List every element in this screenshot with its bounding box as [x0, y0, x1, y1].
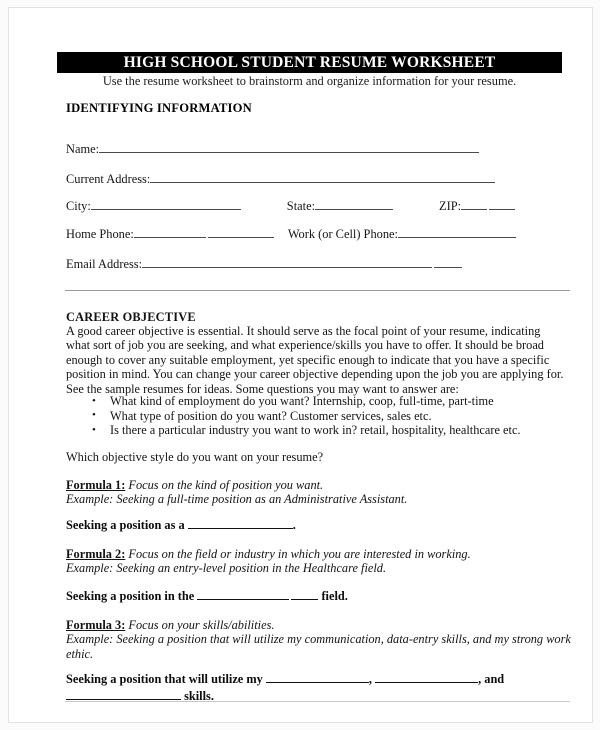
- label-state: State:: [286, 199, 316, 213]
- formula-1-block: [66, 478, 571, 507]
- input-rule-city[interactable]: [91, 198, 241, 210]
- formula-3-description: Focus on your skills/abilities.: [128, 618, 275, 632]
- formula-2-blank-a[interactable]: [197, 588, 289, 600]
- page-bottom-rule: [65, 701, 570, 702]
- formula-3-fill-suffix: skills.: [181, 688, 214, 703]
- label-zip: ZIP:: [439, 199, 462, 213]
- list-item: • What kind of employment do you want? Internship, coop, full-time, part-time: [66, 394, 566, 409]
- formula-2-block: [66, 547, 571, 576]
- form-row-name: [66, 141, 479, 157]
- formula-3-block: [66, 618, 571, 661]
- form-row-city-state-zip: [66, 198, 515, 214]
- formula-3-example: Example: Seeking a position that will utilize my communication, data-entry skills, and my strong work ethic.: [66, 632, 571, 661]
- input-rule-zip-a[interactable]: [461, 198, 487, 210]
- section-heading-identifying-information: IDENTIFYING INFORMATION: [66, 101, 252, 115]
- formula-3-fill-conjunction: , and: [478, 672, 505, 686]
- input-rule-home-phone-b[interactable]: [208, 226, 274, 238]
- formula-1-example: Example: Seeking a full-time position as an Administrative Assistant.: [66, 492, 408, 507]
- formula-2-fill-prefix: Seeking a position in the: [66, 589, 198, 603]
- input-rule-home-phone-a[interactable]: [134, 226, 206, 238]
- label-name: Name:: [66, 142, 100, 156]
- formula-1-blank[interactable]: [188, 517, 293, 529]
- formula-3-label: Formula 3:: [66, 618, 126, 632]
- formula-2-fill-suffix: field.: [318, 589, 348, 603]
- list-item: • What type of position do you want? Customer services, sales etc.: [66, 409, 566, 424]
- formula-3-blank-c[interactable]: [66, 688, 181, 700]
- formula-2-fill-line: [66, 588, 571, 605]
- formula-3-fill-prefix: Seeking a position that will utilize my: [66, 672, 266, 686]
- formula-2-example: Example: Seeking an entry-level position in the Healthcare field.: [66, 561, 387, 576]
- label-email-address: Email Address:: [66, 257, 143, 271]
- formula-1-description: Focus on the kind of position you want.: [128, 478, 324, 492]
- form-row-email-address: [66, 256, 462, 272]
- form-row-phones: [66, 226, 516, 242]
- input-rule-name[interactable]: [99, 141, 479, 153]
- section-divider: [65, 290, 570, 291]
- label-current-address: Current Address:: [66, 172, 151, 186]
- input-rule-zip-b[interactable]: [489, 198, 515, 210]
- input-rule-email-a[interactable]: [142, 256, 432, 268]
- input-rule-state[interactable]: [315, 198, 393, 210]
- form-row-current-address: [66, 171, 495, 187]
- label-home-phone: Home Phone:: [66, 227, 134, 241]
- formula-1-fill-suffix: .: [292, 518, 296, 532]
- objective-style-question: Which objective style do you want on your resume?: [66, 450, 324, 464]
- document-page: [8, 7, 593, 723]
- formula-3-fill-middle: ,: [368, 672, 376, 686]
- formula-1-fill-prefix: Seeking a position as a: [66, 518, 188, 532]
- section-heading-career-objective: CAREER OBJECTIVE: [66, 310, 196, 324]
- career-objective-question-list: [66, 394, 566, 438]
- document-subtitle: Use the resume worksheet to brainstorm and organize information for your resume.: [102, 74, 517, 88]
- input-rule-current-address[interactable]: [150, 171, 495, 183]
- label-city: City:: [66, 199, 91, 213]
- formula-3-blank-a[interactable]: [266, 671, 369, 683]
- list-item: • Is there a particular industry you want to work in? retail, hospitality, healthcare etc.: [66, 423, 566, 438]
- input-rule-work-phone[interactable]: [398, 226, 516, 238]
- label-work-phone: Work (or Cell) Phone:: [287, 227, 398, 241]
- formula-2-description: Focus on the field or industry in which you are interested in working.: [128, 547, 471, 561]
- formula-1-label: Formula 1:: [66, 478, 126, 492]
- formula-2-blank-b[interactable]: [291, 588, 318, 600]
- formula-1-fill-line: [66, 517, 571, 534]
- career-objective-paragraph: A good career objective is essential. It should serve as the focal point of your resume, indicating what sort of job you are seeking, and what experience/skills you have to offer. It should be broad enough to cover any suitable employment, yet specific enough to indicate that you have a specific position in mind. You can change your career objective depending upon the job you are applying for. See the sample resumes for ideas. Some questions you may want to answer are:: [66, 324, 564, 396]
- formula-3-blank-b[interactable]: [375, 671, 478, 683]
- document-title-banner: HIGH SCHOOL STUDENT RESUME WORKSHEET: [57, 52, 562, 73]
- input-rule-email-b[interactable]: [434, 256, 462, 268]
- formula-3-fill-line: [66, 671, 571, 704]
- formula-2-label: Formula 2:: [66, 547, 126, 561]
